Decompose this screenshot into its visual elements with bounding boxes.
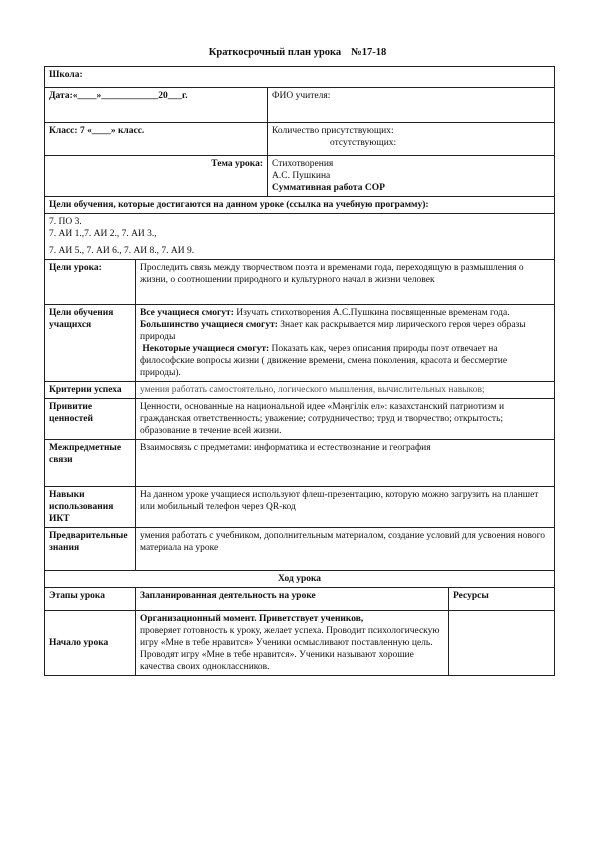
present-label: Количество присутствующих:	[272, 126, 394, 136]
topic-cell	[268, 156, 555, 197]
values-row	[45, 399, 555, 440]
values-text: Ценности, основанные на национальной идее «Мәңгілік ел»: казахстанский патриотизм и гражданская ответственность; уважение; сотрудничество; труд и творчество; открытость; образование в течение всей жизни.	[136, 399, 555, 440]
student-goals-cell	[136, 305, 555, 382]
student-goals-row	[45, 305, 555, 382]
stage-label: Начало урока	[45, 611, 136, 676]
prior-knowledge-row	[45, 528, 555, 571]
school-label: Школа:	[45, 67, 555, 88]
ict-label: Навыки использования ИКТ	[45, 487, 136, 528]
course-header: Ход урока	[45, 571, 555, 588]
stage-activity-text: проверяет готовность к уроку, желает успеха. Проводит психологическую игру «Мне в тебе нравится» Ученики осмысливают поставленную цель. Проводят игру «Мне в тебе нравится». Ученики называют хорошие качества своих одноклассников.	[140, 626, 440, 672]
topic-line-1: Стихотворения	[272, 159, 334, 169]
criteria-row	[45, 382, 555, 399]
school-row	[45, 67, 555, 88]
class-attendance-row	[45, 123, 555, 156]
date-label: Дата:«____»____________20___г.	[45, 88, 268, 123]
course-columns-row	[45, 588, 555, 611]
most-students-label: Большинство учащиеся смогут:	[140, 320, 278, 330]
stage-resources-cell	[449, 611, 555, 676]
goals-header-row	[45, 197, 555, 214]
stage-activity-bold: Организационный момент. Приветствует учеников,	[140, 614, 364, 624]
stage-row	[45, 611, 555, 676]
course-header-row	[45, 571, 555, 588]
stage-activity-cell	[136, 611, 449, 676]
prior-knowledge-label: Предварительные знания	[45, 528, 136, 571]
ict-row	[45, 487, 555, 528]
values-label: Привитие ценностей	[45, 399, 136, 440]
interdisciplinary-label: Межпредметные связи	[45, 440, 136, 487]
title-text: Краткосрочный план урока	[208, 47, 342, 58]
col-resources: Ресурсы	[449, 588, 555, 611]
title-number: №17-18	[351, 47, 387, 58]
lesson-goals-label: Цели урока:	[45, 260, 136, 305]
col-stages: Этапы урока	[45, 588, 136, 611]
date-teacher-row	[45, 88, 555, 123]
most-students-text: Знает как раскрывается мир лирического героя через образы природы	[140, 320, 526, 342]
absent-label: отсутствующих:	[330, 138, 397, 148]
goal-code-1: 7. ПО 3.	[49, 217, 82, 227]
prior-knowledge-text: умения работать с учебником, дополнительным материалом, создание условий для усвоения нового материала на уроке	[136, 528, 555, 571]
topic-line-2: А.С. Пушкина	[272, 171, 331, 181]
ict-text: На данном уроке учащиеся используют флеш-презентацию, которую можно загрузить на планшет или мобильный телефон через QR-код	[136, 487, 555, 528]
interdisciplinary-row	[45, 440, 555, 487]
attendance-cell	[268, 123, 555, 156]
goals-header: Цели обучения, которые достигаются на данном уроке (ссылка на учебную программу):	[45, 197, 555, 214]
lesson-plan-table	[44, 66, 555, 676]
goal-codes-cell	[45, 214, 555, 260]
lesson-goals-row	[45, 260, 555, 305]
criteria-text: умения работать самостоятельно, логического мышления, вычислительных навыков;	[136, 382, 555, 399]
topic-row	[45, 156, 555, 197]
topic-label: Тема урока:	[45, 156, 268, 197]
interdisciplinary-text: Взаимосвязь с предметами: информатика и естествознание и география	[136, 440, 555, 487]
all-students-label: Все учащиеся смогут:	[140, 308, 234, 318]
criteria-label: Критерии успеха	[45, 382, 136, 399]
class-label: Класс: 7 «____» класс.	[45, 123, 268, 156]
page-title	[0, 47, 595, 58]
some-students-text: Показать как, через описания природы поэт отвечает на философские вопросы жизни ( движение времени, смена поколения, красота и бессмертие природы).	[140, 344, 508, 378]
topic-sor: Суммативная работа СОР	[272, 183, 385, 193]
all-students-text: Изучать стихотворения А.С.Пушкина посвященные временам года.	[233, 308, 510, 318]
col-activity: Запланированная деятельность на уроке	[136, 588, 449, 611]
some-students-label: Некоторые учащиеся смогут:	[142, 344, 270, 354]
goal-code-2: 7. АИ 1.,7. АИ 2., 7. АИ 3.,	[49, 229, 157, 239]
goal-codes-row	[45, 214, 555, 260]
goal-code-3: 7. АИ 5., 7. АИ 6., 7. АИ 8., 7. АИ 9.	[49, 246, 195, 256]
lesson-goals-text: Проследить связь между творчеством поэта и временами года, переходящую в размышления о жизни, о соотношении природного и культурного начал в жизни человек	[136, 260, 555, 305]
teacher-label: ФИО учителя:	[268, 88, 555, 123]
student-goals-label: Цели обучения учащихся	[45, 305, 136, 382]
